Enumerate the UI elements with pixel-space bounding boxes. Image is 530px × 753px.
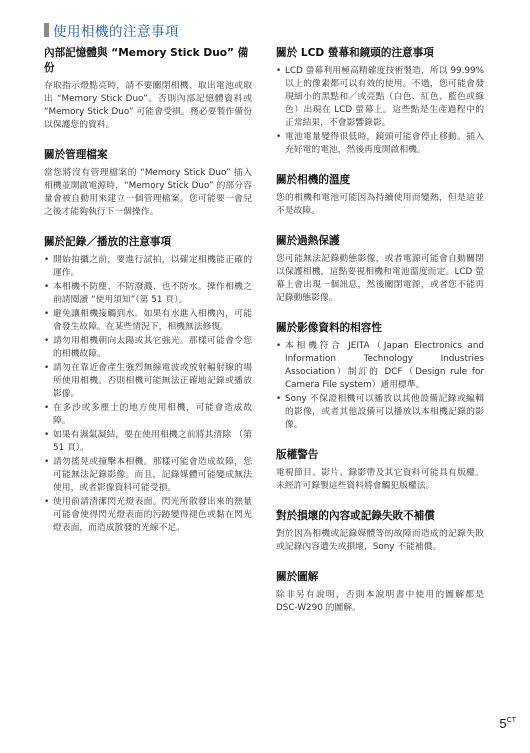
list-item: • Sony 不保證相機可以播放以其他設備記錄或編輯的影像，或者其他設備可以播放以本相機記錄的影像。 — [276, 394, 484, 430]
list-item: • 本相機符合 JEITA（Japan Electronics and Information Technology Industries Association）制訂的 DCF（Design rule for Camera File system）通用標準。 — [276, 341, 484, 390]
bullet-list — [276, 65, 484, 157]
list-item: • 避免讓相機接觸到水。如果有水進入相機內，可能會發生故障。在某些情況下，相機無法修復。 — [44, 309, 252, 332]
bullet-icon: • — [44, 363, 50, 373]
section-camera-temperature — [276, 173, 484, 218]
section-heading: 關於管理檔案 — [44, 149, 108, 161]
bullet-icon: • — [276, 394, 282, 404]
right-column — [276, 46, 484, 631]
bullet-icon: • — [44, 255, 50, 265]
section-lcd-lens — [276, 46, 484, 157]
section-heading: 關於記錄／播放的注意事項 — [44, 236, 172, 248]
section-illustrations — [276, 570, 484, 615]
bullet-icon: • — [276, 341, 282, 351]
section-paragraph: 當您將沒有管理檔案的 “Memory Stick Duo” 插入相機並開啟電源時，“Memory Stick Duo” 的部分容量會被自動用來建立一個管理檔案。您可能要一會兒之後才能夠執行下一個操作。 — [44, 168, 252, 217]
section-recording-playback — [44, 235, 252, 535]
bullet-list — [44, 254, 252, 535]
bullet-icon: • — [44, 282, 50, 292]
bullet-icon: • — [44, 336, 50, 346]
section-heading: 關於影像資料的相容性 — [276, 322, 382, 334]
section-paragraph: 您的相機和電池可能因為持續使用而變熱，但是這並不是故障。 — [276, 193, 484, 216]
section-paragraph: 除非另有說明，否則本說明書中使用的圖解都是 DSC-W290 的圖解。 — [276, 590, 484, 613]
list-item: • 請勿在靠近會產生強烈無線電波或放射輻射線的場所使用相機。否則相機可能無法正確地記錄或播放影像。 — [44, 363, 252, 399]
section-heading: 關於圖解 — [276, 571, 319, 583]
section-management-file — [44, 148, 252, 219]
section-paragraph: 您可能無法記錄動態影像，或者電源可能會自動關閉以保護相機，這點要視相機和電池溫度而定。LCD 螢幕上會出現一個訊息，然後關閉電源，或者您不能再記錄動態影像。 — [276, 254, 484, 303]
bullet-icon: • — [44, 457, 50, 467]
section-paragraph: 存取指示燈點亮時，請不要關閉相機、取出電池或取出 “Memory Stick Duo”。否則內部記憶體資料或 “Memory Stick Duo” 可能會受損。務必要製作備份以保護您的資料。 — [44, 81, 252, 130]
section-heading: 關於相機的溫度 — [276, 174, 351, 186]
section-paragraph: 對於因為相機或記錄媒體等的故障而造成的記錄失敗或記錄內容遺失或損壞，Sony 不能補償。 — [276, 529, 484, 552]
list-item: • 如果有濕氣凝結，要在使用相機之前將其清除 （第 51 頁）。 — [44, 430, 252, 453]
page-number: $5^{CT}$ — [499, 716, 516, 731]
list-item: • 電池電量變得很低時，鏡頭可能會停止移動。插入充好電的電池，然後再度開啟相機。 — [276, 132, 484, 155]
bullet-icon: • — [44, 497, 50, 507]
section-paragraph: 電視節目、影片、錄影帶及其它資料可能具有版權。未經許可錄製這些資料將會觸犯版權法。 — [276, 468, 484, 491]
bullet-icon: • — [44, 403, 50, 413]
section-no-compensation — [276, 509, 484, 554]
bullet-list — [276, 340, 484, 432]
bullet-icon: • — [44, 309, 50, 319]
section-heading: 版權警告 — [276, 449, 319, 461]
list-item: • 本相機不防塵、不防潑濺、也不防水。操作相機之前請閱讀 “使用須知”（第 51 頁）。 — [44, 282, 252, 305]
list-item: • 在多沙或多塵土的地方使用相機，可能會造成故障。 — [44, 403, 252, 426]
section-copyright — [276, 448, 484, 493]
section-overheat-protection — [276, 234, 484, 305]
section-heading: 關於過熱保護 — [276, 235, 340, 247]
section-heading: 對於損壞的內容或記錄失敗不補償 — [276, 510, 435, 522]
page-number-suffix: CT — [506, 717, 516, 724]
list-item: • 請勿搖晃或撞擊本相機。那樣可能會造成故障，您可能無法記錄影像。而且，記錄媒體可能變成無法使用，或者影像資料可能受損。 — [44, 457, 252, 493]
page-header — [44, 20, 179, 40]
section-memory-backup — [44, 46, 252, 132]
bullet-icon: • — [276, 132, 282, 142]
list-item: • LCD 螢幕利用極高精確度技術製造，所以 99.99% 以上的像素都可以有效的使用。不過，您可能會發現細小的黑點和／或亮點（白色、紅色、藍色或綠色）出現在 LCD 螢幕上。這些點是生產過程中的正常結果，不會影響錄影。 — [276, 66, 484, 128]
page-title: 使用相機的注意事項 — [53, 24, 179, 40]
section-heading: 內部記憶體與 “Memory Stick Duo” 備份 — [44, 47, 249, 74]
section-image-compatibility — [276, 321, 484, 432]
header-marker — [44, 23, 49, 37]
section-heading: 關於 LCD 螢幕和鏡頭的注意事項 — [276, 47, 434, 59]
left-column — [44, 46, 252, 551]
list-item: • 使用前請清潔閃光燈表面。閃光所散發出來的熱量可能會使得閃光燈表面的污跡變得褪色或黏在閃光燈表面，而造成散發的光線不足。 — [44, 497, 252, 533]
bullet-icon: • — [44, 430, 50, 440]
list-item: • 開始拍攝之前，要進行試拍，以確定相機能正確的運作。 — [44, 255, 252, 278]
bullet-icon: • — [276, 66, 282, 76]
list-item: • 請勿用相機朝向太陽或其它強光。那樣可能會令您的相機故障。 — [44, 336, 252, 359]
